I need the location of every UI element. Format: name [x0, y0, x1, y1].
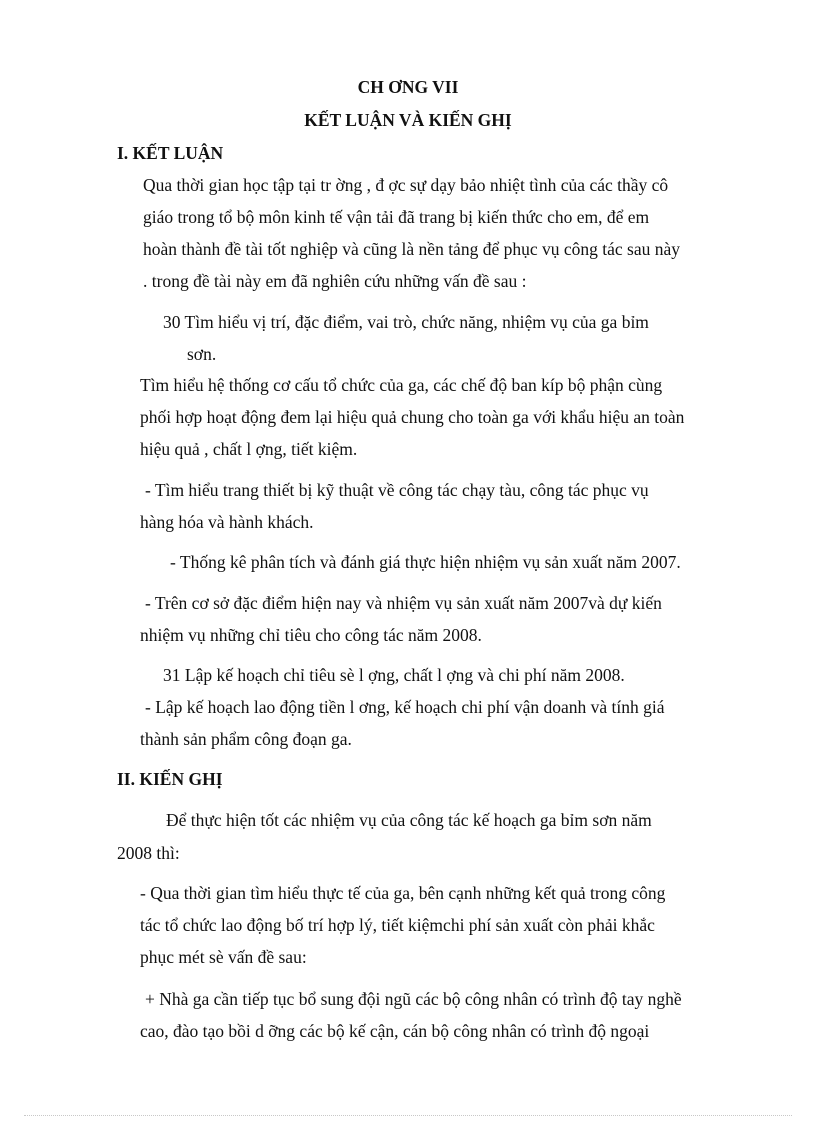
- bullet-item-cont: hàng hóa và hành khách.: [140, 512, 314, 532]
- bullet-item: - Trên cơ sở đặc điểm hiện nay và nhiệm vụ sản xuất năm 2007và dự kiến: [145, 593, 662, 613]
- paragraph-line: hiệu quả , chất l ợng, tiết kiệm.: [140, 439, 358, 459]
- plus-item: + Nhà ga cần tiếp tục bổ sung đội ngũ các bộ công nhân có trình độ tay nghề: [145, 989, 682, 1009]
- bullet-item: - Tìm hiểu trang thiết bị kỹ thuật về công tác chạy tàu, công tác phục vụ: [145, 480, 649, 500]
- paragraph-line: Qua thời gian học tập tại tr ờng , đ ợc sự dạy bảo nhiệt tình của các thầy cô: [143, 175, 669, 195]
- plus-item-cont: cao, đào tạo bồi d ỡng các bộ kế cận, cán bộ công nhân có trình độ ngoại: [140, 1021, 650, 1041]
- paragraph-line: phối hợp hoạt động đem lại hiệu quả chung cho toàn ga với khẩu hiệu an toàn: [140, 407, 685, 427]
- bullet-item-cont: nhiệm vụ những chỉ tiêu cho công tác năm 2008.: [140, 625, 482, 645]
- paragraph-line: hoàn thành đề tài tốt nghiệp và cũng là nền tảng để phục vụ công tác sau này: [143, 239, 680, 259]
- paragraph-line: Tìm hiểu hệ thống cơ cấu tổ chức của ga, các chế độ ban kíp bộ phận cùng: [140, 375, 663, 395]
- page-bottom-divider: [24, 1115, 792, 1116]
- paragraph-line: 2008 thì:: [117, 843, 180, 863]
- bullet-item: - Lập kế hoạch lao động tiền l ơng, kế hoạch chi phí vận doanh và tính giá: [145, 697, 665, 717]
- numbered-item-31: 31 Lập kế hoạch chỉ tiêu sè l ợng, chất l ợng và chi phí năm 2008.: [163, 665, 625, 685]
- bullet-item-cont: tác tổ chức lao động bố trí hợp lý, tiết kiệmchi phí sản xuất còn phải khắc: [140, 915, 655, 935]
- bullet-item-cont: thành sản phẩm công đoạn ga.: [140, 729, 352, 749]
- chapter-subtitle: KẾT LUẬN VÀ KIẾN GHỊ: [304, 110, 512, 130]
- paragraph-line: . trong đề tài này em đã nghiên cứu những vấn đề sau :: [143, 271, 527, 291]
- paragraph-line: Để thực hiện tốt các nhiệm vụ của công tác kế hoạch ga bỉm sơn năm: [166, 810, 652, 830]
- bullet-item-cont: phục mét sè vấn đề sau:: [140, 947, 307, 967]
- paragraph-line: giáo trong tổ bộ môn kinh tế vận tải đã trang bị kiến thức cho em, để em: [143, 207, 650, 227]
- numbered-item-30: 30 Tìm hiểu vị trí, đặc điểm, vai trò, chức năng, nhiệm vụ của ga bỉm: [163, 312, 649, 332]
- section-heading-recommendations: II. KIẾN GHỊ: [117, 769, 223, 789]
- bullet-item: - Qua thời gian tìm hiểu thực tế của ga, bên cạnh những kết quả trong công: [140, 883, 666, 903]
- bullet-item: - Thống kê phân tích và đánh giá thực hiện nhiệm vụ sản xuất năm 2007.: [170, 552, 681, 572]
- chapter-title: CH ƠNG VII: [357, 77, 459, 97]
- numbered-item-30-cont: sơn.: [187, 344, 217, 364]
- section-heading-conclusion: I. KẾT LUẬN: [117, 143, 224, 163]
